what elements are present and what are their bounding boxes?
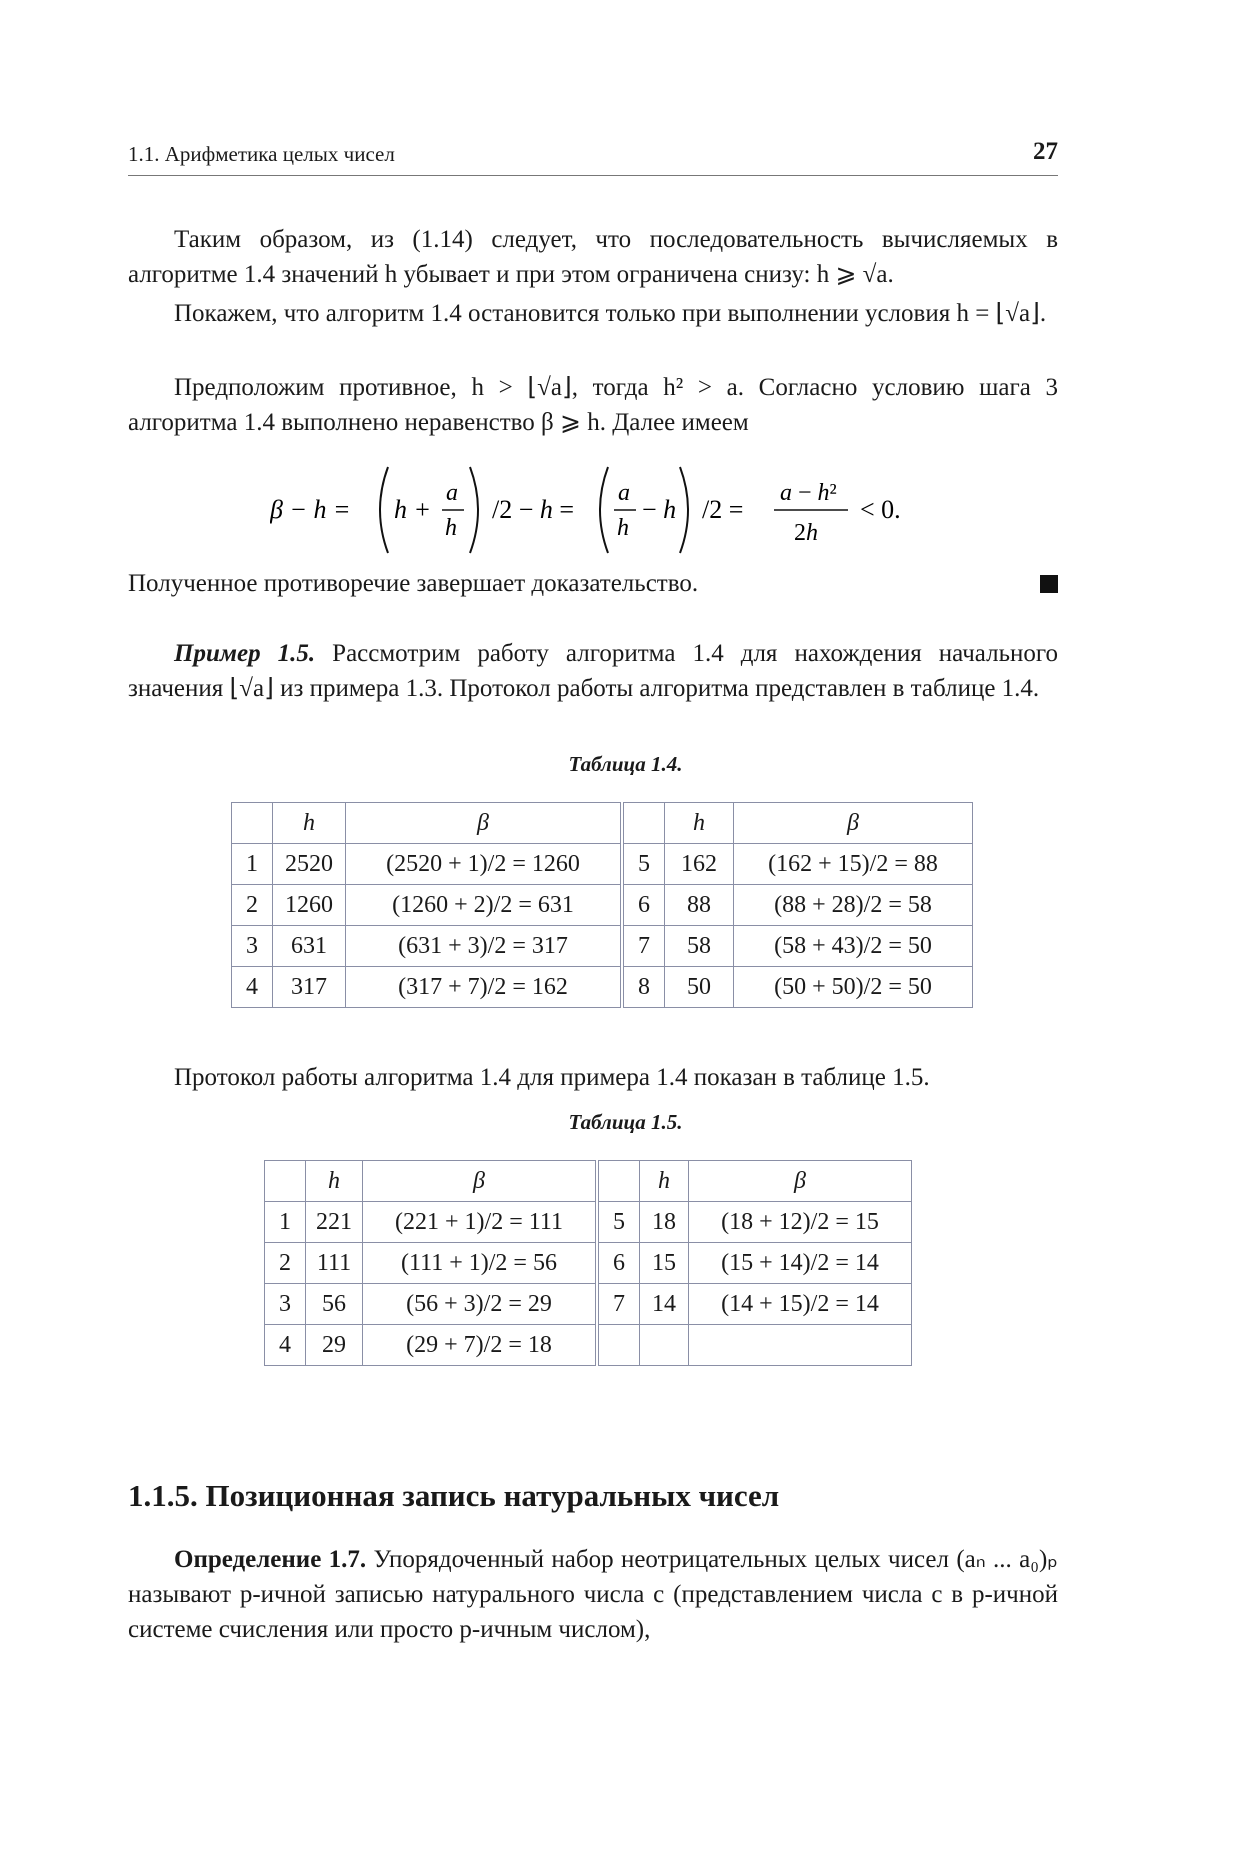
table-cell: 18	[640, 1202, 689, 1243]
table-cell: 1	[265, 1202, 306, 1243]
svg-text:a: a	[446, 480, 458, 506]
header-cell: h	[665, 803, 734, 844]
svg-text:h: h	[617, 515, 629, 541]
paragraph-3: Предположим противное, h > ⌊√a⌋, тогда h² > a. Согласно условию шага 3 алгоритма 1.4 выполнено неравенство β ⩾ h. Далее имеем	[128, 374, 1058, 436]
paragraph-5: Протокол работы алгоритма 1.4 для примера 1.4 показан в таблице 1.5.	[174, 1064, 930, 1091]
table-header-row	[232, 803, 973, 844]
header-cell	[265, 1161, 306, 1202]
display-formula	[270, 455, 970, 565]
svg-text:a: a	[618, 480, 630, 506]
table-1-4	[231, 802, 973, 1008]
table-cell: (50 + 50)/2 = 50	[734, 967, 973, 1008]
table-row	[265, 1243, 912, 1284]
header-cell: β	[689, 1161, 912, 1202]
definition-paragraph	[128, 1542, 1058, 1647]
table-cell: 3	[232, 926, 273, 967]
table-cell: (18 + 12)/2 = 15	[689, 1202, 912, 1243]
table-cell: (29 + 7)/2 = 18	[363, 1325, 598, 1366]
table-cell: 4	[265, 1325, 306, 1366]
svg-text:β − h =: β − h =	[270, 495, 351, 524]
table-row	[232, 844, 973, 885]
svg-text:a − h²: a − h²	[780, 480, 837, 506]
table-cell: 631	[273, 926, 346, 967]
table-row	[232, 926, 973, 967]
example-paragraph	[128, 636, 1058, 706]
header-cell: h	[306, 1161, 363, 1202]
table-cell: 2520	[273, 844, 346, 885]
table-cell: (58 + 43)/2 = 50	[734, 926, 973, 967]
table-row	[265, 1202, 912, 1243]
svg-text:/2 − h =: /2 − h =	[492, 495, 575, 524]
table-cell: 6	[622, 885, 665, 926]
header-title: 1.1. Арифметика целых чисел	[128, 142, 395, 166]
svg-text:2h: 2h	[794, 520, 818, 546]
table-cell: 50	[665, 967, 734, 1008]
table-cell: 5	[622, 844, 665, 885]
svg-text:h: h	[445, 515, 457, 541]
table-cell: 1	[232, 844, 273, 885]
table-cell: 5	[597, 1202, 640, 1243]
table-cell: 4	[232, 967, 273, 1008]
header-cell: β	[734, 803, 973, 844]
table-cell: (111 + 1)/2 = 56	[363, 1243, 598, 1284]
paragraph-2: Покажем, что алгоритм 1.4 остановится только при выполнении условия h = ⌊√a⌋.	[174, 300, 1047, 327]
table-cell	[597, 1325, 640, 1366]
table-cell: 221	[306, 1202, 363, 1243]
table-cell: 6	[597, 1243, 640, 1284]
table-cell: (631 + 3)/2 = 317	[346, 926, 623, 967]
table-cell: 8	[622, 967, 665, 1008]
table-cell: 2	[232, 885, 273, 926]
header-cell	[232, 803, 273, 844]
svg-text:/2 =: /2 =	[702, 495, 744, 524]
table-cell: 7	[622, 926, 665, 967]
table-cell: 162	[665, 844, 734, 885]
svg-text:− h: − h	[642, 495, 677, 524]
table-1-5	[264, 1160, 912, 1366]
table-row	[232, 885, 973, 926]
table-header-row	[265, 1161, 912, 1202]
table-cell: (317 + 7)/2 = 162	[346, 967, 623, 1008]
section-heading: 1.1.5. Позиционная запись натуральных чисел	[128, 1478, 780, 1513]
header-cell: h	[273, 803, 346, 844]
paragraph-4: Полученное противоречие завершает доказательство.	[128, 570, 699, 597]
header-cell: β	[363, 1161, 598, 1202]
definition-text: Упорядоченный набор неотрицательных целых чисел (aₙ ... a₀)ₚ называют p-ичной записью натурального числа c (представлением числа c в p-ичной системе счисления или просто p-ичным числом),	[128, 1546, 1058, 1643]
table-1-4-caption: Таблица 1.4.	[568, 752, 683, 776]
table-cell: 3	[265, 1284, 306, 1325]
table-cell	[689, 1325, 912, 1366]
header-cell: h	[640, 1161, 689, 1202]
header-cell	[622, 803, 665, 844]
running-header	[128, 138, 1058, 176]
table-cell: 56	[306, 1284, 363, 1325]
header-cell: β	[346, 803, 623, 844]
page-number: 27	[1033, 138, 1058, 165]
table-row	[232, 967, 973, 1008]
table-row	[265, 1325, 912, 1366]
table-cell: (14 + 15)/2 = 14	[689, 1284, 912, 1325]
table-cell: (221 + 1)/2 = 111	[363, 1202, 598, 1243]
table-cell: 7	[597, 1284, 640, 1325]
table-cell: 58	[665, 926, 734, 967]
table-cell: 2	[265, 1243, 306, 1284]
table-cell: 111	[306, 1243, 363, 1284]
table-cell: (1260 + 2)/2 = 631	[346, 885, 623, 926]
table-cell: 1260	[273, 885, 346, 926]
table-row	[265, 1284, 912, 1325]
table-cell: (56 + 3)/2 = 29	[363, 1284, 598, 1325]
table-cell: (162 + 15)/2 = 88	[734, 844, 973, 885]
example-label: Пример 1.5.	[174, 640, 316, 667]
paragraph-1: Таким образом, из (1.14) следует, что последовательность вычисляемых в алгоритме 1.4 значений h убывает и при этом ограничена снизу: h ⩾ √a.	[128, 226, 1058, 288]
table-cell: (15 + 14)/2 = 14	[689, 1243, 912, 1284]
formula-graphic	[270, 455, 970, 565]
table-cell: 88	[665, 885, 734, 926]
table-cell	[640, 1325, 689, 1366]
table-cell: 15	[640, 1243, 689, 1284]
table-cell: (88 + 28)/2 = 58	[734, 885, 973, 926]
qed-square-icon	[1040, 575, 1058, 593]
example-text: Рассмотрим работу алгоритма 1.4 для нахождения начального значения ⌊√a⌋ из примера 1.3. Протокол работы алгоритма представлен в таблице 1.4.	[128, 640, 1059, 702]
svg-text:h +: h +	[394, 495, 432, 524]
table-1-5-caption: Таблица 1.5.	[568, 1110, 683, 1134]
table-cell: 317	[273, 967, 346, 1008]
table-cell: 29	[306, 1325, 363, 1366]
definition-label: Определение 1.7.	[174, 1546, 367, 1573]
table-cell: 14	[640, 1284, 689, 1325]
table-cell: (2520 + 1)/2 = 1260	[346, 844, 623, 885]
header-cell	[597, 1161, 640, 1202]
svg-text:< 0.: < 0.	[860, 495, 901, 524]
